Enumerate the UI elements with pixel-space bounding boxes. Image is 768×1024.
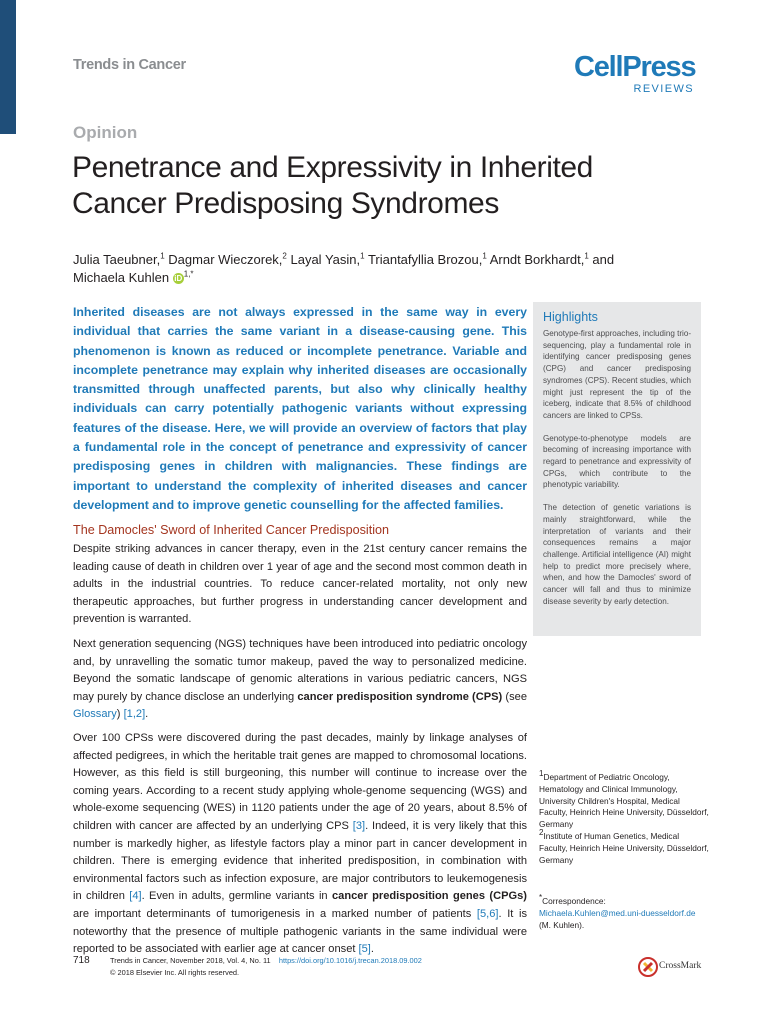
- journal-name: Trends in Cancer: [73, 57, 186, 73]
- author-name: Layal Yasin,: [286, 252, 361, 267]
- asterisk: *: [539, 893, 543, 903]
- paragraph-text: [73, 636, 527, 724]
- publisher-name: CellPress: [574, 51, 696, 83]
- author-and: and: [588, 252, 615, 267]
- affil-number: 2: [539, 828, 544, 838]
- correspondence-label: [539, 893, 709, 908]
- citation-link[interactable]: [3]: [352, 819, 366, 832]
- affil-ref: 1,*: [183, 269, 194, 279]
- correspondence-contact: [539, 908, 709, 932]
- author-list: [73, 251, 673, 287]
- citation-text: Trends in Cancer, November 2018, Vol. 4, No. 11: [110, 956, 271, 965]
- affil-ref: 1: [360, 251, 365, 261]
- page-number: 718: [73, 955, 90, 966]
- affiliation-1: [539, 769, 709, 831]
- abstract: Inherited diseases are not always expressed in the same way in every individual that carries the same variant in a disease-causing gene. This phenomenon is known as reduced or incomplete penetrance. Variable and incomplete penetrance may explain why inherited diseases are occasionally transmitted through unaffected parents, but also why clinically healthy individuals can carry potentially pathogenic variants without expressing features of the disease. Here, we will provide an overview of factors that play a fundamental role in the concept of penetrance and expressivity of cancer predisposing genes in children with malignancies. These findings are important to understand the complexity of inherited diseases and cancer development and to improve genetic counselling for the affected families.: [73, 305, 527, 512]
- orcid-icon[interactable]: iD: [174, 274, 183, 284]
- body-paragraph-2: [73, 636, 527, 724]
- affiliation-text: Institute of Human Genetics, Medical Faculty, Heinrich Heine University, Düsseldorf, Germany: [539, 830, 709, 865]
- crossmark-icon: [638, 955, 658, 979]
- author-name: Arndt Borkhardt,: [486, 252, 585, 267]
- text-run: . It is noteworthy that the presence of multiple pathogenic variants in the same individual were reported to be associated with earlier age at cancer onset: [73, 907, 527, 956]
- text-run: Over 100 CPSs were discovered during the past decades, mainly by linkage analyses of affected pedigrees, in which the heritable trait genes are mapped to chromosomal locations. However, as this field is still burgeoning, this number will continue to increase over the coming years. According to a recent study applying whole-genome sequencing (WGS) and whole-exome sequencing (WES) in 1120 patients under the age of 20 years, about 8.5% of children with cancer are affected by an underlying CPS: [73, 732, 527, 832]
- body-paragraph-3: [73, 730, 527, 959]
- text-run: . Even in adults, germline variants in: [141, 890, 332, 903]
- paragraph-text: [73, 730, 527, 959]
- title-line-1: Penetrance and Expressivity in Inherited: [72, 151, 593, 184]
- affiliations: [539, 769, 709, 866]
- affil-ref: 1: [160, 251, 165, 261]
- body-paragraph-1: [73, 541, 527, 629]
- citation-link[interactable]: [5,6]: [476, 907, 499, 920]
- text-run: .: [370, 943, 374, 956]
- text-run: .: [145, 708, 149, 721]
- glossary-term: cancer predisposition syndrome (CPS): [297, 690, 503, 703]
- footer-line-1: [110, 955, 422, 967]
- section-heading: The Damocles' Sword of Inherited Cancer Predisposition: [73, 523, 389, 537]
- left-color-bar: [0, 0, 16, 134]
- paragraph-text: Despite striking advances in cancer therapy, even in the 21st century cancer remains the leading cause of death in children over 1 year of age and the second most common death in adults in the industrial countries. To reduce cancer-related mortality, not only new therapeutic approaches, but further progress in understanding cancer development and prevention is warranted.: [73, 543, 527, 626]
- publisher-sub: REVIEWS: [633, 83, 694, 95]
- affiliation-2: [539, 828, 709, 866]
- affil-ref: 1: [482, 251, 487, 261]
- copyright: © 2018 Elsevier Inc. All rights reserved.: [110, 968, 240, 977]
- text-run: are important determinants of tumorigenesis in a marked number of patients: [73, 907, 477, 920]
- citation-link[interactable]: [5]: [358, 943, 371, 956]
- highlight-item: The detection of genetic variations is mainly straightforward, while the interpretation of variants and their consequences remains a major challenge. Artificial intelligence (AI) might help to predict more precisely where, when, and how the Damocles' sword of cancer will fall and thus to minimize disease severity by early detection.: [543, 503, 691, 606]
- author-line-1: [73, 251, 673, 269]
- glossary-link[interactable]: Glossary: [73, 708, 117, 721]
- affiliation-text: Department of Pediatric Oncology, Hematology and Clinical Immunology, University Children's Hospital, Medical Faculty, Heinrich Heine University, Düsseldorf, Germany: [539, 772, 709, 830]
- citation-link[interactable]: [4]: [129, 890, 142, 903]
- crossmark-label: CrossMark: [659, 961, 702, 971]
- text-run: Next generation sequencing (NGS) techniques have been introduced into pediatric oncology and, by unravelling the somatic tumor makeup, paved the way to personalized medicine. Beyond the somatic landscape of genomic alterations in various pediatric cancers, NGS may purely by chance disclose an underlying: [73, 638, 527, 703]
- author-name: Triantafyllia Brozou,: [364, 252, 483, 267]
- author-name: Julia Taeubner,: [73, 252, 161, 267]
- label-text: Correspondence:: [542, 896, 606, 906]
- author-name: Dagmar Wieczorek,: [164, 252, 283, 267]
- footer: [110, 955, 422, 979]
- text-run: (see: [502, 690, 527, 703]
- highlight-item: Genotype-to-phenotype models are becoming of increasing importance with regard to penetrance and expressivity of CPGs, which contribute to the phenotypic variability.: [543, 433, 691, 490]
- author-name: Michaela Kuhlen: [73, 270, 170, 285]
- title-line-2: Cancer Predisposing Syndromes: [72, 187, 499, 220]
- contact-name: (M. Kuhlen).: [539, 919, 585, 930]
- glossary-term: cancer predisposition genes (CPGs): [331, 890, 527, 903]
- text-run: . Indeed, it is very likely that this number is markedly higher, as lifestyle factors play a minor part in cancer development in children. There is emerging evidence that inherited predisposition, in combination with environmental factors such as infection exposure, are major contributors to leukemogenesis in children: [73, 819, 527, 903]
- correspondence: [539, 893, 709, 931]
- highlights-box: [533, 302, 701, 636]
- article-type: Opinion: [73, 123, 138, 142]
- publisher-logo: [574, 52, 700, 96]
- text-run: ): [116, 708, 124, 721]
- email-link[interactable]: Michaela.Kuhlen@med.uni-duesseldorf.de: [539, 907, 696, 918]
- article-title: [72, 150, 593, 222]
- citation-link[interactable]: [1,2]: [123, 708, 146, 721]
- doi-link[interactable]: https://doi.org/10.1016/j.trecan.2018.09.002: [278, 956, 422, 965]
- affil-ref: 1: [584, 251, 589, 261]
- highlight-item: Genotype-first approaches, including trio-sequencing, play a fundamental role in identifying cancer predisposing genes (CPG) and cancer predisposing syndromes (CPS). Recent studies, which might just represent the tip of the iceberg, indicate that 8.5% of childhood cancers are linked to CPSs.: [543, 329, 692, 420]
- affil-ref: 2: [282, 251, 287, 261]
- author-line-2: [73, 269, 673, 287]
- highlights-heading: Highlights: [543, 310, 598, 324]
- affil-number: 1: [539, 769, 544, 779]
- crossmark-badge[interactable]: [638, 955, 704, 979]
